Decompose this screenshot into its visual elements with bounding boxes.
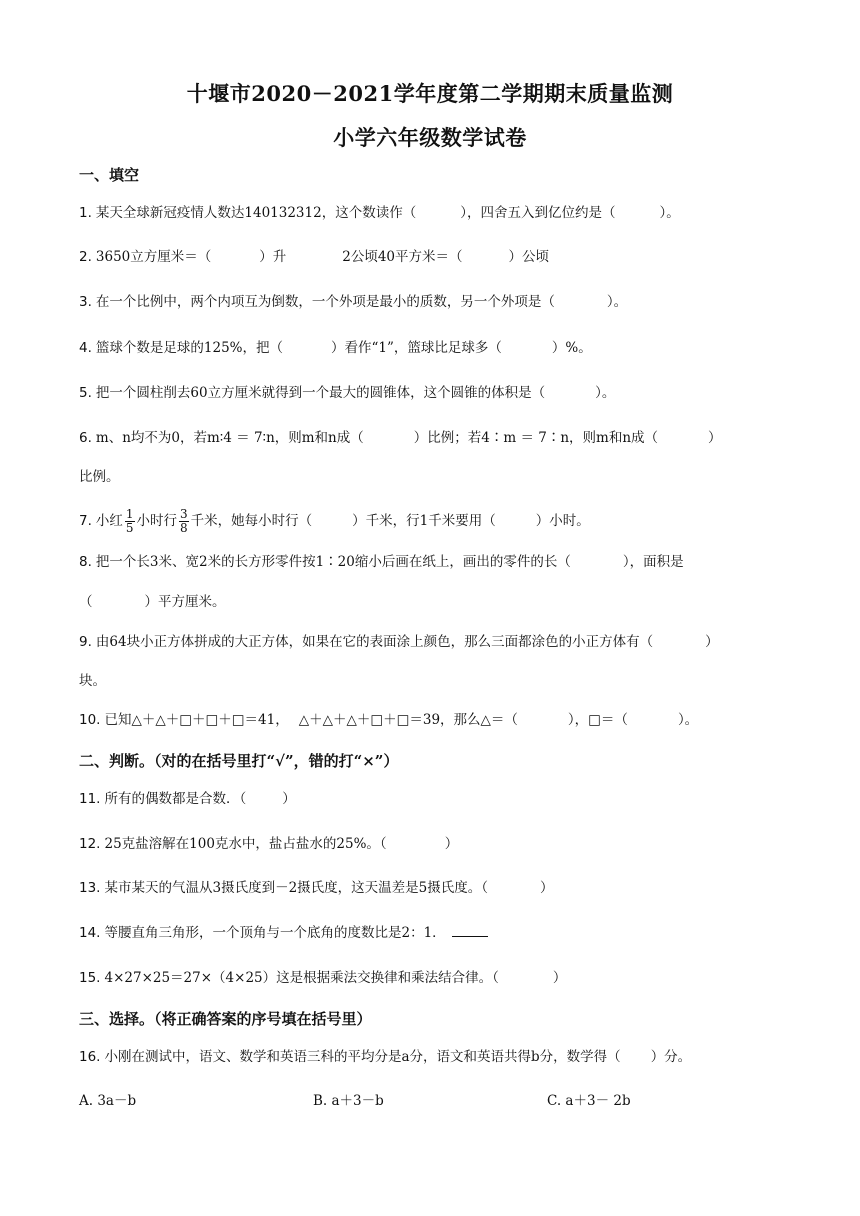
question-9-continued: 块。 <box>79 673 106 689</box>
question-14: 14. 等腰直角三角形，一个顶角与一个底角的度数比是2：1． <box>79 924 488 942</box>
question-5: 5. 把一个圆柱削去60立方厘米就得到一个最大的圆锥体，这个圆锥的体积是（ ）。 <box>79 385 616 401</box>
question-9: 9. 由64块小正方体拼成的大正方体，如果在它的表面涂上颜色，那么三面都涂色的小正方体有（ ） <box>79 634 719 650</box>
question-number: 12. <box>79 836 101 852</box>
question-number: 6. <box>79 430 92 446</box>
exam-subtitle: 小学六年级数学试卷 <box>333 125 527 150</box>
option-a: A. 3a－b <box>79 1093 137 1109</box>
fraction-three-eighths: $\frac{3}{8}$ <box>180 507 188 535</box>
fraction-one-fifth: $\frac{1}{5}$ <box>125 507 134 535</box>
question-number: 16. <box>79 1049 101 1065</box>
question-8: 8. 把一个长3米、宽2米的长方形零件按1∶20缩小后画在纸上，画出的零件的长（ ），面积是 <box>79 554 684 570</box>
question-number: 13. <box>79 880 101 896</box>
question-4: 4. 篮球个数是足球的125%，把（ ）看作“1”，篮球比足球多（ ）%。 <box>79 340 592 356</box>
question-8-continued: （ ）平方厘米。 <box>79 594 226 610</box>
question-number: 15. <box>79 970 101 986</box>
question-number: 11. <box>79 791 101 807</box>
question-number: 5. <box>79 385 92 401</box>
section-fill-blank-heading: 一、填空 <box>79 166 140 184</box>
question-number: 10. <box>79 712 101 728</box>
question-6-continued: 比例。 <box>79 469 120 485</box>
question-16: 16. 小刚在测试中，语文、数学和英语三科的平均分是a分，语文和英语共得b分，数学得（ ）分。 <box>79 1049 692 1065</box>
question-text: 某天全球新冠疫情人数达140132312，这个数读作（ <box>95 205 417 221</box>
section-true-false-heading: 二、判断。（对的在括号里打“√”，错的打“×”） <box>79 752 399 770</box>
question-number: 14. <box>79 925 101 941</box>
question-number: 2. <box>79 249 92 265</box>
question-3: 3. 在一个比例中，两个内项互为倒数，一个外项是最小的质数，另一个外项是（ ）。 <box>79 294 628 310</box>
option-c: C. a＋3－ 2b <box>547 1093 631 1109</box>
question-number: 8. <box>79 554 92 570</box>
question-10: 10. 已知△＋△＋□＋□＋□＝41， △＋△＋△＋□＋□＝39，那么△＝（ ），□＝（ ）。 <box>79 712 699 728</box>
exam-title: 十堰市2020－2021学年度第二学期期末质量监测 <box>186 81 674 106</box>
answer-blank <box>452 924 488 937</box>
question-2: 2. 3650立方厘米＝（ ）升 2公顷40平方米＝（ ）公顷 <box>79 249 550 265</box>
question-12: 12. 25克盐溶解在100克水中，盐占盐水的25%。（ ） <box>79 836 459 852</box>
question-number: 3. <box>79 294 92 310</box>
question-11: 11. 所有的偶数都是合数．（ ） <box>79 791 296 807</box>
question-6: 6. m、n均不为0，若m∶4 ＝ 7∶n，则m和n成（ ）比例；若4∶m ＝ 7∶n，则m和n成（ ） <box>79 430 722 446</box>
question-13: 13. 某市某天的气温从3摄氏度到－2摄氏度，这天温差是5摄氏度。（ ） <box>79 880 554 896</box>
question-number: 4. <box>79 340 92 356</box>
question-number: 7. <box>79 513 92 529</box>
question-number: 9. <box>79 634 92 650</box>
question-7: 7. 小红 $\frac{1}{5}$ 小时行 $\frac{3}{8}$ 千米，她每小时行（ ）千米，行1千米要用（ ）小时。 <box>79 507 590 535</box>
option-b: B. a＋3－b <box>313 1093 384 1109</box>
question-1: 1. 某天全球新冠疫情人数达140132312，这个数读作（ ），四舍五入到亿位约是（ ）。 <box>79 205 680 221</box>
section-choice-heading: 三、选择。（将正确答案的序号填在括号里） <box>79 1010 372 1028</box>
question-15: 15. 4×27×25＝27×（4×25）这是根据乘法交换律和乘法结合律。（ ） <box>79 970 567 986</box>
question-number: 1. <box>79 205 92 221</box>
